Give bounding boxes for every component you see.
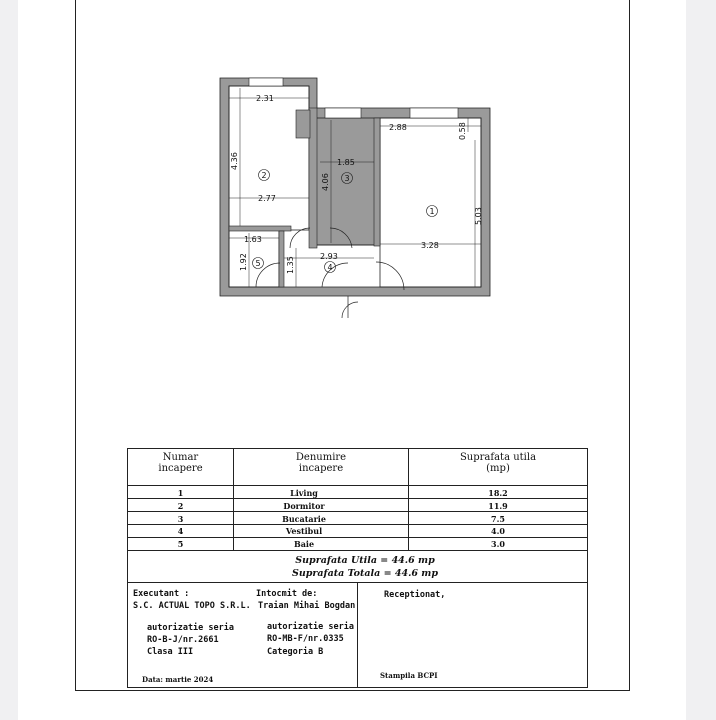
- window: [325, 108, 361, 118]
- room-marker-1: 1: [429, 207, 435, 216]
- intocmit-auth-2: RO-MB-F/nr.0335: [267, 634, 344, 644]
- dim-label: 2.93: [320, 252, 338, 261]
- dim-label: 1.35: [286, 256, 295, 274]
- wall-partition: [279, 231, 284, 287]
- dim-label: 1.85: [337, 158, 355, 167]
- door-arc: [290, 228, 310, 248]
- row-2-nr: 2: [177, 501, 184, 511]
- dim-label: 2.77: [258, 194, 276, 203]
- dim-label: 2.88: [389, 123, 407, 132]
- room-marker-5: 5: [255, 259, 261, 268]
- total-totala: Suprafata Totala = 44.6 mp: [291, 568, 438, 579]
- row-3-nr: 3: [177, 514, 184, 524]
- row-1-area: 18.2: [488, 488, 508, 498]
- entrance-door: [342, 296, 358, 318]
- row-1-nr: 1: [177, 488, 184, 498]
- row-4-nr: 4: [177, 526, 184, 536]
- intocmit-auth-1: autorizatie seria: [267, 622, 354, 632]
- row-5-nr: 5: [177, 539, 184, 549]
- row-3-area: 7.5: [491, 514, 505, 524]
- wall-partition: [229, 226, 291, 231]
- dim-label: 1.63: [244, 235, 262, 244]
- window: [249, 78, 283, 86]
- total-utila: Suprafata Utila = 44.6 mp: [295, 555, 435, 566]
- executant-auth-1: autorizatie seria: [147, 623, 234, 633]
- dim-label: 4.06: [321, 173, 330, 191]
- dim-label: 0.58: [458, 122, 467, 140]
- window: [410, 108, 458, 118]
- row-3-name: Bucatarie: [282, 514, 326, 524]
- wall-partition: [374, 118, 380, 246]
- row-4-area: 4.0: [491, 526, 505, 536]
- wall-partition: [296, 110, 310, 138]
- door-arc: [322, 263, 348, 287]
- dim-label: 5.03: [474, 207, 483, 225]
- document-date: Data: martie 2024: [142, 675, 214, 684]
- dim-label: 3.28: [421, 241, 439, 250]
- row-2-name: Dormitor: [283, 501, 325, 511]
- row-5-area: 3.0: [491, 539, 505, 549]
- room-1-outline: [380, 118, 481, 287]
- header-denumire: Denumire incapere: [295, 452, 347, 474]
- dim-label: 2.31: [256, 94, 274, 103]
- room-marker-2: 2: [261, 171, 267, 180]
- executant-class: Clasa III: [147, 647, 194, 657]
- room-marker-3: 3: [344, 174, 350, 183]
- intocmit-label: Intocmit de:: [256, 589, 318, 599]
- receptionat-label: Receptionat,: [384, 590, 446, 600]
- row-5-name: Baie: [293, 539, 315, 549]
- room-marker-4: 4: [327, 263, 333, 272]
- executant-label: Executant :: [133, 589, 190, 599]
- row-2-area: 11.9: [488, 501, 508, 511]
- intocmit-name: Traian Mihai Bogdan: [258, 601, 356, 611]
- intocmit-category: Categoria B: [267, 647, 324, 657]
- executant-auth-2: RO-B-J/nr.2661: [147, 635, 219, 645]
- row-1-name: Living: [290, 488, 318, 498]
- stampila-label: Stampila BCPI: [380, 671, 438, 680]
- dim-label: 4.36: [230, 152, 239, 170]
- header-numar: Numar incapere: [158, 452, 203, 474]
- dim-label: 1.92: [239, 253, 248, 271]
- header-suprafata: Suprafata utila (mp): [459, 452, 537, 474]
- row-4-name: Vestibul: [285, 526, 323, 536]
- executant-company: S.C. ACTUAL TOPO S.R.L.: [133, 601, 251, 611]
- room-2-outline: [229, 86, 309, 230]
